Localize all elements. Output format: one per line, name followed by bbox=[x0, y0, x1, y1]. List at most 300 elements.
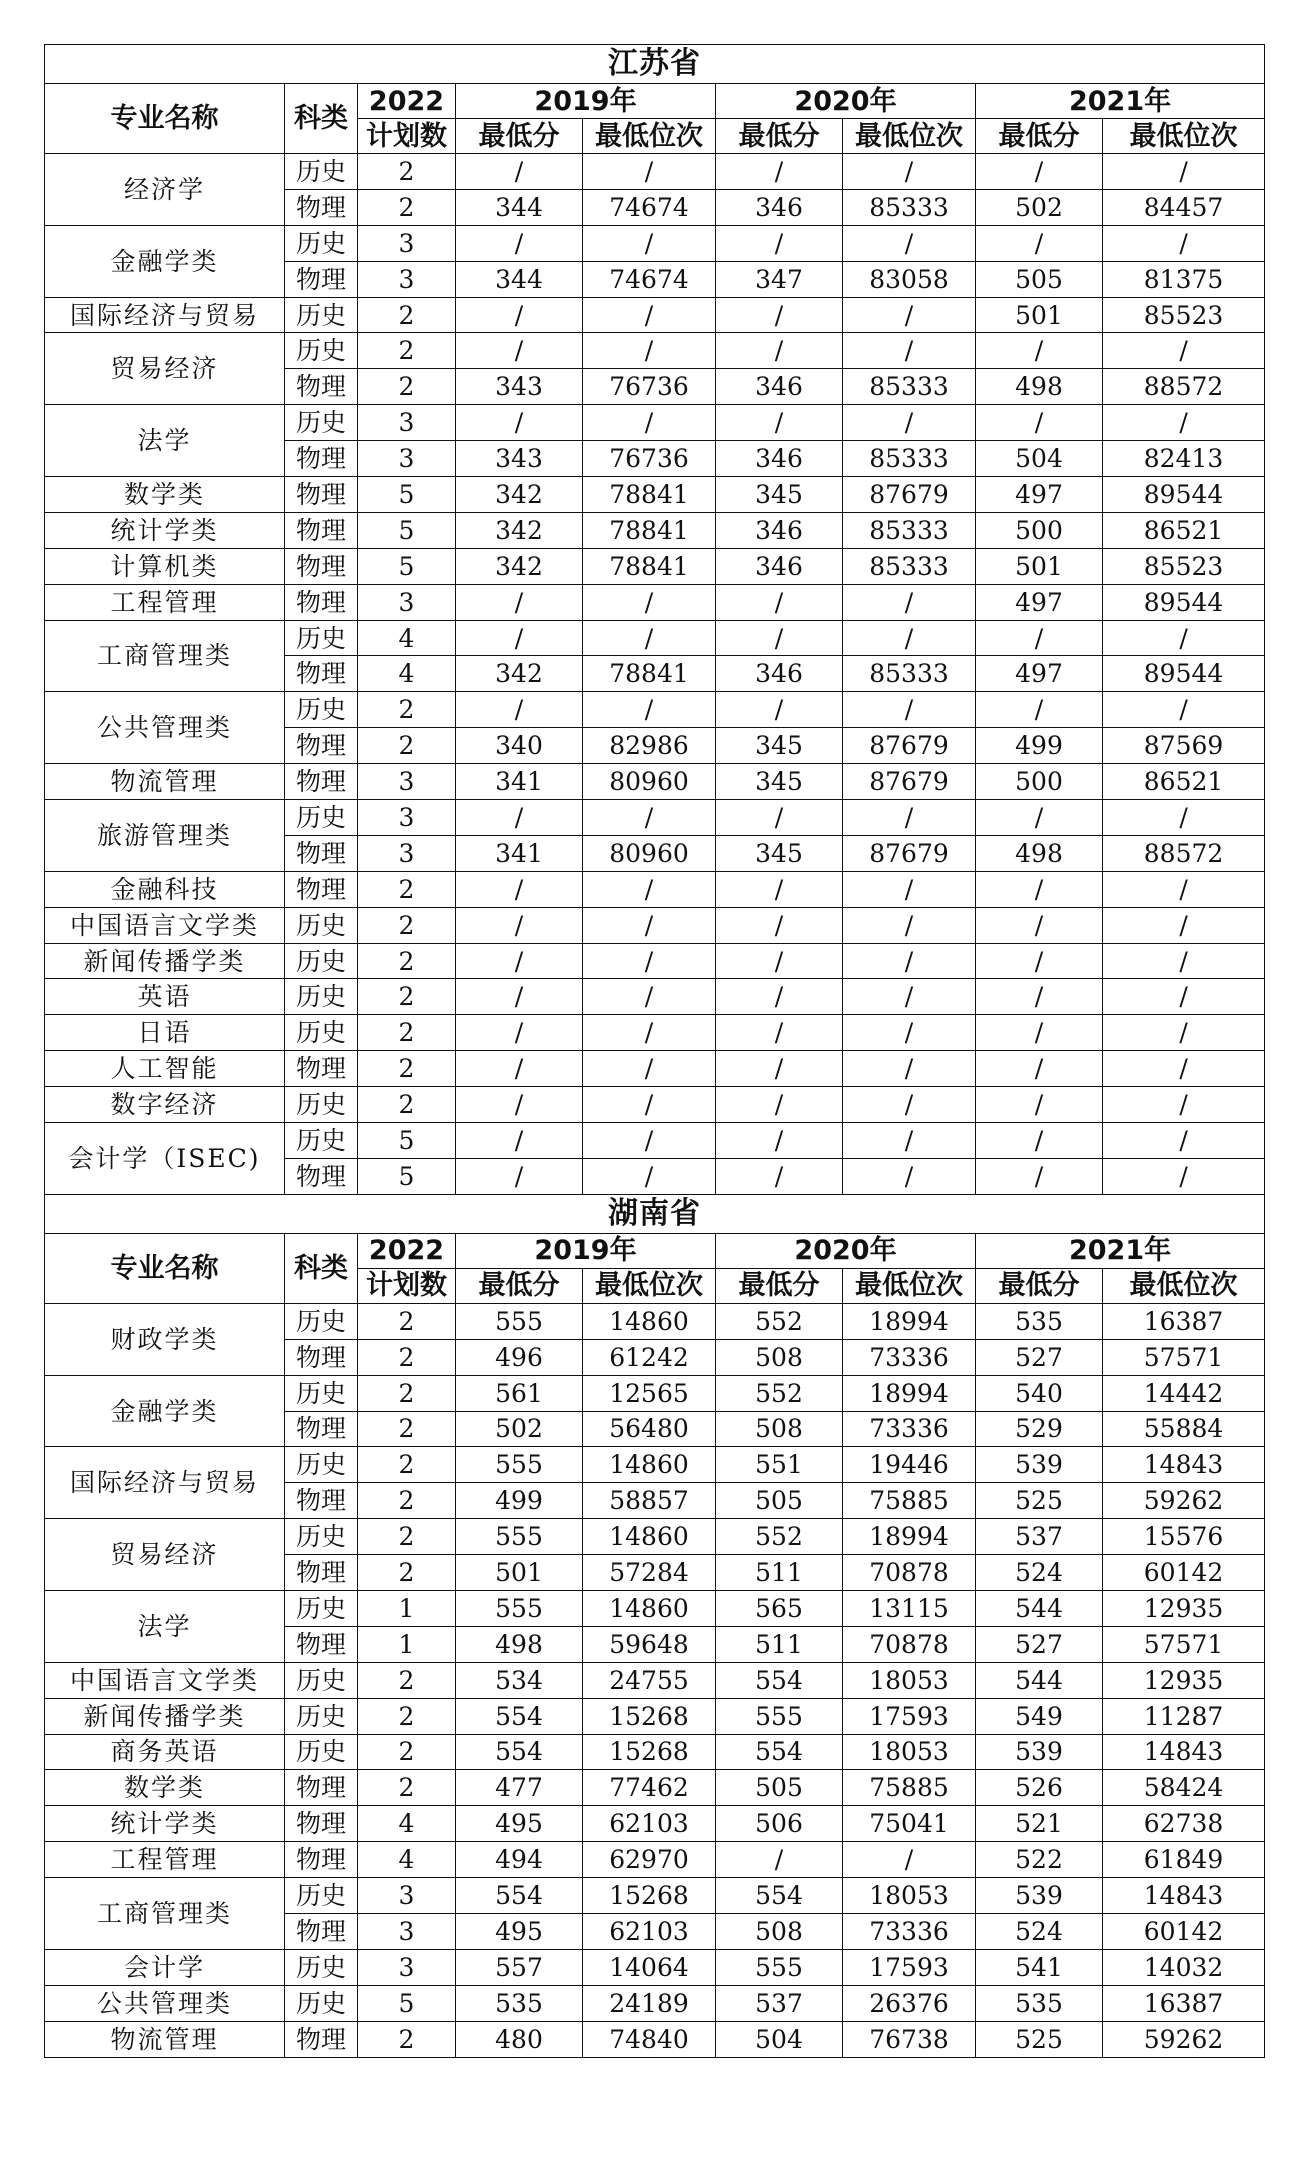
table-row bbox=[45, 548, 1265, 584]
min-score-cell: / bbox=[976, 1158, 1103, 1194]
major-name-cell: 中国语言文学类 bbox=[45, 1662, 285, 1698]
major-name-cell: 法学 bbox=[45, 1590, 285, 1662]
table-row bbox=[45, 907, 1265, 943]
min-score-cell: 341 bbox=[456, 835, 583, 871]
subject-type-cell: 历史 bbox=[285, 1949, 358, 1985]
min-rank-cell: / bbox=[843, 1842, 976, 1878]
min-score-cell: 508 bbox=[716, 1339, 843, 1375]
plan-count-cell: 2 bbox=[358, 1015, 456, 1051]
min-rank-cell: 85523 bbox=[1103, 297, 1265, 333]
subject-type-cell: 历史 bbox=[285, 1878, 358, 1914]
subject-type-cell: 物理 bbox=[285, 369, 358, 405]
plan-count-cell: 2 bbox=[358, 1303, 456, 1339]
min-rank-header: 最低位次 bbox=[843, 119, 976, 154]
min-score-cell: / bbox=[716, 405, 843, 441]
major-column-header: 专业名称 bbox=[45, 84, 285, 154]
min-rank-cell: 18053 bbox=[843, 1662, 976, 1698]
table-row bbox=[45, 584, 1265, 620]
min-score-cell: 557 bbox=[456, 1949, 583, 1985]
min-rank-cell: 83058 bbox=[843, 261, 976, 297]
min-rank-cell: 81375 bbox=[1103, 261, 1265, 297]
min-score-cell: 534 bbox=[456, 1662, 583, 1698]
min-score-cell: 552 bbox=[716, 1375, 843, 1411]
min-score-cell: / bbox=[716, 584, 843, 620]
min-score-cell: 502 bbox=[456, 1411, 583, 1447]
min-score-cell: 537 bbox=[976, 1519, 1103, 1555]
min-score-cell: / bbox=[716, 1087, 843, 1123]
min-rank-cell: 24755 bbox=[583, 1662, 716, 1698]
min-rank-cell: / bbox=[1103, 225, 1265, 261]
major-name-cell: 日语 bbox=[45, 1015, 285, 1051]
min-rank-header: 最低位次 bbox=[583, 119, 716, 154]
major-name-cell: 数字经济 bbox=[45, 1087, 285, 1123]
min-rank-cell: 70878 bbox=[843, 1555, 976, 1591]
plan-count-cell: 3 bbox=[358, 1913, 456, 1949]
plan-count-cell: 2 bbox=[358, 297, 456, 333]
min-score-cell: / bbox=[976, 405, 1103, 441]
plan-count-cell: 2 bbox=[358, 2021, 456, 2057]
table-row bbox=[45, 692, 1265, 728]
subject-type-cell: 物理 bbox=[285, 261, 358, 297]
subject-type-cell: 历史 bbox=[285, 1698, 358, 1734]
plan-count-cell: 2 bbox=[358, 189, 456, 225]
min-score-cell: 504 bbox=[716, 2021, 843, 2057]
subject-type-cell: 物理 bbox=[285, 728, 358, 764]
min-rank-cell: / bbox=[1103, 405, 1265, 441]
major-name-cell: 贸易经济 bbox=[45, 333, 285, 405]
table-row bbox=[45, 943, 1265, 979]
plan-count-cell: 3 bbox=[358, 225, 456, 261]
min-score-cell: / bbox=[456, 1123, 583, 1159]
min-score-cell: / bbox=[976, 1087, 1103, 1123]
table-row bbox=[45, 405, 1265, 441]
min-rank-cell: 76736 bbox=[583, 369, 716, 405]
min-rank-cell: / bbox=[583, 871, 716, 907]
plan-count-cell: 2 bbox=[358, 1339, 456, 1375]
subject-type-cell: 历史 bbox=[285, 1087, 358, 1123]
min-rank-cell: 75885 bbox=[843, 1483, 976, 1519]
plan-count-cell: 2 bbox=[358, 1447, 456, 1483]
subject-type-cell: 历史 bbox=[285, 620, 358, 656]
min-rank-cell: 89544 bbox=[1103, 656, 1265, 692]
major-name-cell: 数学类 bbox=[45, 1770, 285, 1806]
min-rank-cell: / bbox=[1103, 1123, 1265, 1159]
province-title-row bbox=[45, 45, 1265, 84]
min-rank-cell: 14843 bbox=[1103, 1878, 1265, 1914]
table-row bbox=[45, 1949, 1265, 1985]
min-rank-cell: / bbox=[583, 225, 716, 261]
min-rank-cell: 74840 bbox=[583, 2021, 716, 2057]
min-rank-cell: 16387 bbox=[1103, 1303, 1265, 1339]
subject-type-cell: 物理 bbox=[285, 1626, 358, 1662]
min-score-cell: / bbox=[976, 1123, 1103, 1159]
major-name-cell: 统计学类 bbox=[45, 1806, 285, 1842]
major-name-cell: 金融科技 bbox=[45, 871, 285, 907]
min-score-cell: / bbox=[456, 800, 583, 836]
min-score-cell: 506 bbox=[716, 1806, 843, 1842]
min-score-cell: / bbox=[976, 620, 1103, 656]
min-score-cell: 347 bbox=[716, 261, 843, 297]
plan-count-cell: 3 bbox=[358, 764, 456, 800]
table-row bbox=[45, 1087, 1265, 1123]
major-name-cell: 国际经济与贸易 bbox=[45, 1447, 285, 1519]
min-score-cell: 539 bbox=[976, 1734, 1103, 1770]
min-score-header: 最低分 bbox=[716, 119, 843, 154]
min-rank-cell: / bbox=[1103, 333, 1265, 369]
subject-type-cell: 历史 bbox=[285, 800, 358, 836]
min-score-cell: 555 bbox=[456, 1590, 583, 1626]
major-name-cell: 统计学类 bbox=[45, 512, 285, 548]
min-score-cell: / bbox=[456, 871, 583, 907]
min-rank-cell: 60142 bbox=[1103, 1913, 1265, 1949]
min-score-cell: 497 bbox=[976, 656, 1103, 692]
min-score-cell: / bbox=[456, 943, 583, 979]
table-row bbox=[45, 1698, 1265, 1734]
min-rank-cell: 88572 bbox=[1103, 835, 1265, 871]
min-score-cell: 554 bbox=[456, 1698, 583, 1734]
min-score-cell: 511 bbox=[716, 1626, 843, 1662]
min-rank-cell: / bbox=[583, 1158, 716, 1194]
subject-type-cell: 历史 bbox=[285, 297, 358, 333]
subject-type-cell: 物理 bbox=[285, 1158, 358, 1194]
subject-type-cell: 物理 bbox=[285, 441, 358, 477]
subject-type-cell: 物理 bbox=[285, 584, 358, 620]
min-rank-cell: 62970 bbox=[583, 1842, 716, 1878]
min-rank-cell: 14843 bbox=[1103, 1447, 1265, 1483]
min-score-cell: 525 bbox=[976, 1483, 1103, 1519]
min-rank-cell: 59648 bbox=[583, 1626, 716, 1662]
min-rank-cell: 87569 bbox=[1103, 728, 1265, 764]
major-name-cell: 财政学类 bbox=[45, 1303, 285, 1375]
min-rank-cell: 85333 bbox=[843, 512, 976, 548]
min-rank-cell: / bbox=[583, 620, 716, 656]
min-score-cell: 498 bbox=[976, 369, 1103, 405]
min-score-cell: 344 bbox=[456, 189, 583, 225]
subject-type-cell: 历史 bbox=[285, 979, 358, 1015]
min-rank-cell: / bbox=[583, 154, 716, 190]
min-rank-cell: 73336 bbox=[843, 1913, 976, 1949]
min-score-cell: / bbox=[716, 943, 843, 979]
min-rank-cell: / bbox=[583, 692, 716, 728]
plan-count-cell: 2 bbox=[358, 1375, 456, 1411]
min-score-cell: 544 bbox=[976, 1590, 1103, 1626]
min-score-cell: / bbox=[976, 225, 1103, 261]
table-row bbox=[45, 871, 1265, 907]
min-score-cell: / bbox=[456, 333, 583, 369]
min-rank-cell: / bbox=[583, 800, 716, 836]
subject-type-cell: 历史 bbox=[285, 1123, 358, 1159]
min-score-cell: 496 bbox=[456, 1339, 583, 1375]
min-rank-cell: 55884 bbox=[1103, 1411, 1265, 1447]
min-score-cell: / bbox=[976, 907, 1103, 943]
plan-count-cell: 2 bbox=[358, 333, 456, 369]
min-rank-cell: / bbox=[843, 907, 976, 943]
min-score-cell: 494 bbox=[456, 1842, 583, 1878]
min-rank-cell: 12935 bbox=[1103, 1590, 1265, 1626]
min-rank-cell: / bbox=[1103, 907, 1265, 943]
plan-count-cell: 5 bbox=[358, 1985, 456, 2021]
major-name-cell: 金融学类 bbox=[45, 225, 285, 297]
min-score-cell: 555 bbox=[456, 1303, 583, 1339]
min-score-cell: 529 bbox=[976, 1411, 1103, 1447]
major-name-cell: 计算机类 bbox=[45, 548, 285, 584]
min-rank-cell: / bbox=[843, 297, 976, 333]
min-rank-cell: / bbox=[1103, 1051, 1265, 1087]
min-score-cell: / bbox=[976, 871, 1103, 907]
min-score-cell: 535 bbox=[456, 1985, 583, 2021]
min-rank-cell: 58857 bbox=[583, 1483, 716, 1519]
table-row bbox=[45, 1590, 1265, 1626]
min-rank-cell: 86521 bbox=[1103, 512, 1265, 548]
major-name-cell: 英语 bbox=[45, 979, 285, 1015]
min-score-cell: / bbox=[976, 1051, 1103, 1087]
min-score-cell: / bbox=[976, 154, 1103, 190]
min-score-cell: / bbox=[456, 154, 583, 190]
plan-count-cell: 2 bbox=[358, 1770, 456, 1806]
min-score-cell: / bbox=[716, 1015, 843, 1051]
min-score-cell: / bbox=[976, 333, 1103, 369]
min-rank-cell: 87679 bbox=[843, 728, 976, 764]
year-header: 2021年 bbox=[976, 84, 1265, 119]
subject-type-cell: 历史 bbox=[285, 154, 358, 190]
plan-count-cell: 2 bbox=[358, 871, 456, 907]
min-rank-cell: / bbox=[843, 979, 976, 1015]
min-score-cell: / bbox=[716, 154, 843, 190]
min-score-cell: / bbox=[716, 225, 843, 261]
min-score-cell: 345 bbox=[716, 835, 843, 871]
admission-scores-document bbox=[44, 44, 1264, 2058]
subject-type-cell: 历史 bbox=[285, 405, 358, 441]
min-score-cell: 480 bbox=[456, 2021, 583, 2057]
table-row bbox=[45, 1447, 1265, 1483]
plan-count-cell: 1 bbox=[358, 1590, 456, 1626]
min-score-cell: 537 bbox=[716, 1985, 843, 2021]
min-rank-cell: 84457 bbox=[1103, 189, 1265, 225]
min-rank-cell: 70878 bbox=[843, 1626, 976, 1662]
subject-type-cell: 历史 bbox=[285, 1015, 358, 1051]
plan-count-cell: 2 bbox=[358, 1087, 456, 1123]
min-score-cell: 555 bbox=[456, 1519, 583, 1555]
min-score-cell: 554 bbox=[456, 1734, 583, 1770]
min-rank-cell: 62738 bbox=[1103, 1806, 1265, 1842]
min-rank-cell: / bbox=[1103, 871, 1265, 907]
min-rank-cell: / bbox=[583, 1051, 716, 1087]
table-row bbox=[45, 1375, 1265, 1411]
subject-type-cell: 历史 bbox=[285, 1985, 358, 2021]
min-rank-cell: 18994 bbox=[843, 1303, 976, 1339]
plan-count-cell: 3 bbox=[358, 261, 456, 297]
min-score-cell: / bbox=[456, 584, 583, 620]
min-score-cell: 504 bbox=[976, 441, 1103, 477]
min-score-cell: 498 bbox=[976, 835, 1103, 871]
year-header: 2020年 bbox=[716, 1233, 976, 1268]
min-rank-cell: 57284 bbox=[583, 1555, 716, 1591]
table-row bbox=[45, 1734, 1265, 1770]
min-score-cell: / bbox=[456, 1015, 583, 1051]
plan-count-cell: 2 bbox=[358, 154, 456, 190]
plan-count-cell: 5 bbox=[358, 512, 456, 548]
major-name-cell: 金融学类 bbox=[45, 1375, 285, 1447]
min-rank-cell: 16387 bbox=[1103, 1985, 1265, 2021]
min-score-cell: 539 bbox=[976, 1447, 1103, 1483]
min-rank-cell: 14860 bbox=[583, 1303, 716, 1339]
min-score-cell: / bbox=[456, 907, 583, 943]
min-rank-cell: 59262 bbox=[1103, 2021, 1265, 2057]
min-rank-cell: 61849 bbox=[1103, 1842, 1265, 1878]
subject-type-cell: 物理 bbox=[285, 1842, 358, 1878]
min-score-cell: 535 bbox=[976, 1985, 1103, 2021]
min-score-cell: / bbox=[716, 1051, 843, 1087]
plan-count-cell: 2 bbox=[358, 1662, 456, 1698]
min-rank-cell: 86521 bbox=[1103, 764, 1265, 800]
plan-year-header: 2022 bbox=[358, 84, 456, 119]
subject-type-cell: 物理 bbox=[285, 1051, 358, 1087]
plan-count-cell: 2 bbox=[358, 979, 456, 1015]
min-score-cell: 535 bbox=[976, 1303, 1103, 1339]
min-rank-cell: 14032 bbox=[1103, 1949, 1265, 1985]
subject-type-cell: 物理 bbox=[285, 835, 358, 871]
major-name-cell: 公共管理类 bbox=[45, 692, 285, 764]
subject-type-cell: 历史 bbox=[285, 1303, 358, 1339]
min-score-cell: 345 bbox=[716, 764, 843, 800]
subject-type-cell: 历史 bbox=[285, 225, 358, 261]
min-rank-cell: 14064 bbox=[583, 1949, 716, 1985]
plan-count-cell: 5 bbox=[358, 1123, 456, 1159]
subject-type-cell: 历史 bbox=[285, 1375, 358, 1411]
min-score-cell: 505 bbox=[716, 1483, 843, 1519]
subject-type-cell: 物理 bbox=[285, 1483, 358, 1519]
major-name-cell: 商务英语 bbox=[45, 1734, 285, 1770]
min-rank-cell: 85333 bbox=[843, 369, 976, 405]
min-score-cell: 527 bbox=[976, 1339, 1103, 1375]
min-rank-cell: 88572 bbox=[1103, 369, 1265, 405]
min-rank-cell: 18994 bbox=[843, 1375, 976, 1411]
plan-count-cell: 4 bbox=[358, 1806, 456, 1842]
min-score-cell: 505 bbox=[716, 1770, 843, 1806]
min-rank-cell: / bbox=[843, 1051, 976, 1087]
min-rank-header: 最低位次 bbox=[1103, 1268, 1265, 1303]
table-row bbox=[45, 1015, 1265, 1051]
header-row-years bbox=[45, 84, 1265, 119]
min-rank-cell: 73336 bbox=[843, 1339, 976, 1375]
min-score-cell: / bbox=[456, 620, 583, 656]
plan-count-cell: 2 bbox=[358, 1483, 456, 1519]
min-rank-cell: / bbox=[583, 1087, 716, 1123]
min-rank-cell: 57571 bbox=[1103, 1626, 1265, 1662]
min-score-header: 最低分 bbox=[976, 1268, 1103, 1303]
plan-count-cell: 4 bbox=[358, 656, 456, 692]
min-score-cell: 544 bbox=[976, 1662, 1103, 1698]
min-rank-cell: 85333 bbox=[843, 441, 976, 477]
plan-count-cell: 4 bbox=[358, 620, 456, 656]
subject-type-cell: 历史 bbox=[285, 1662, 358, 1698]
min-rank-cell: 80960 bbox=[583, 764, 716, 800]
table-row bbox=[45, 297, 1265, 333]
min-score-cell: 511 bbox=[716, 1555, 843, 1591]
plan-count-cell: 1 bbox=[358, 1626, 456, 1662]
min-rank-cell: / bbox=[843, 800, 976, 836]
min-score-cell: / bbox=[976, 1015, 1103, 1051]
min-score-cell: 342 bbox=[456, 477, 583, 513]
min-score-cell: / bbox=[456, 405, 583, 441]
plan-count-cell: 2 bbox=[358, 907, 456, 943]
major-name-cell: 会计学 bbox=[45, 1949, 285, 1985]
min-rank-cell: 14860 bbox=[583, 1590, 716, 1626]
subject-type-cell: 历史 bbox=[285, 907, 358, 943]
min-score-cell: 565 bbox=[716, 1590, 843, 1626]
plan-year-header: 2022 bbox=[358, 1233, 456, 1268]
min-rank-cell: / bbox=[1103, 1015, 1265, 1051]
table-row bbox=[45, 225, 1265, 261]
min-score-cell: 508 bbox=[716, 1913, 843, 1949]
subject-type-cell: 物理 bbox=[285, 871, 358, 907]
min-score-cell: 501 bbox=[976, 548, 1103, 584]
major-name-cell: 贸易经济 bbox=[45, 1519, 285, 1591]
table-row bbox=[45, 620, 1265, 656]
min-score-cell: / bbox=[716, 333, 843, 369]
min-rank-cell: 78841 bbox=[583, 512, 716, 548]
plan-count-cell: 5 bbox=[358, 477, 456, 513]
min-rank-cell: / bbox=[583, 1123, 716, 1159]
min-rank-cell: 15268 bbox=[583, 1734, 716, 1770]
table-row bbox=[45, 1842, 1265, 1878]
subject-type-cell: 历史 bbox=[285, 1590, 358, 1626]
min-rank-cell: 14860 bbox=[583, 1519, 716, 1555]
major-name-cell: 会计学（ISEC) bbox=[45, 1123, 285, 1195]
min-rank-cell: / bbox=[1103, 1158, 1265, 1194]
min-rank-cell: 60142 bbox=[1103, 1555, 1265, 1591]
plan-count-cell: 3 bbox=[358, 835, 456, 871]
major-column-header: 专业名称 bbox=[45, 1233, 285, 1303]
min-score-cell: 495 bbox=[456, 1806, 583, 1842]
min-rank-cell: 85333 bbox=[843, 656, 976, 692]
min-score-cell: 551 bbox=[716, 1447, 843, 1483]
plan-count-cell: 5 bbox=[358, 1158, 456, 1194]
min-score-cell: 342 bbox=[456, 512, 583, 548]
min-score-cell: 526 bbox=[976, 1770, 1103, 1806]
table-row bbox=[45, 1303, 1265, 1339]
plan-count-cell: 2 bbox=[358, 692, 456, 728]
min-score-cell: / bbox=[456, 979, 583, 1015]
plan-count-header: 计划数 bbox=[358, 119, 456, 154]
min-rank-cell: 75885 bbox=[843, 1770, 976, 1806]
table-row bbox=[45, 2021, 1265, 2057]
min-score-cell: 555 bbox=[456, 1447, 583, 1483]
major-name-cell: 工商管理类 bbox=[45, 1878, 285, 1950]
subject-type-cell: 历史 bbox=[285, 692, 358, 728]
plan-count-cell: 3 bbox=[358, 1949, 456, 1985]
min-score-cell: 346 bbox=[716, 512, 843, 548]
subject-type-cell: 历史 bbox=[285, 1447, 358, 1483]
header-row-years bbox=[45, 1233, 1265, 1268]
min-score-cell: / bbox=[716, 620, 843, 656]
year-header: 2019年 bbox=[456, 84, 716, 119]
min-rank-cell: / bbox=[843, 405, 976, 441]
min-score-cell: 344 bbox=[456, 261, 583, 297]
min-rank-cell: / bbox=[843, 154, 976, 190]
table-row bbox=[45, 1519, 1265, 1555]
subject-type-cell: 物理 bbox=[285, 1806, 358, 1842]
min-score-cell: 495 bbox=[456, 1913, 583, 1949]
province-title: 江苏省 bbox=[45, 45, 1265, 84]
subject-type-cell: 物理 bbox=[285, 512, 358, 548]
min-score-cell: 500 bbox=[976, 512, 1103, 548]
table-row bbox=[45, 1051, 1265, 1087]
min-rank-cell: / bbox=[583, 1015, 716, 1051]
min-rank-header: 最低位次 bbox=[1103, 119, 1265, 154]
min-score-cell: / bbox=[976, 800, 1103, 836]
min-rank-cell: 85333 bbox=[843, 189, 976, 225]
